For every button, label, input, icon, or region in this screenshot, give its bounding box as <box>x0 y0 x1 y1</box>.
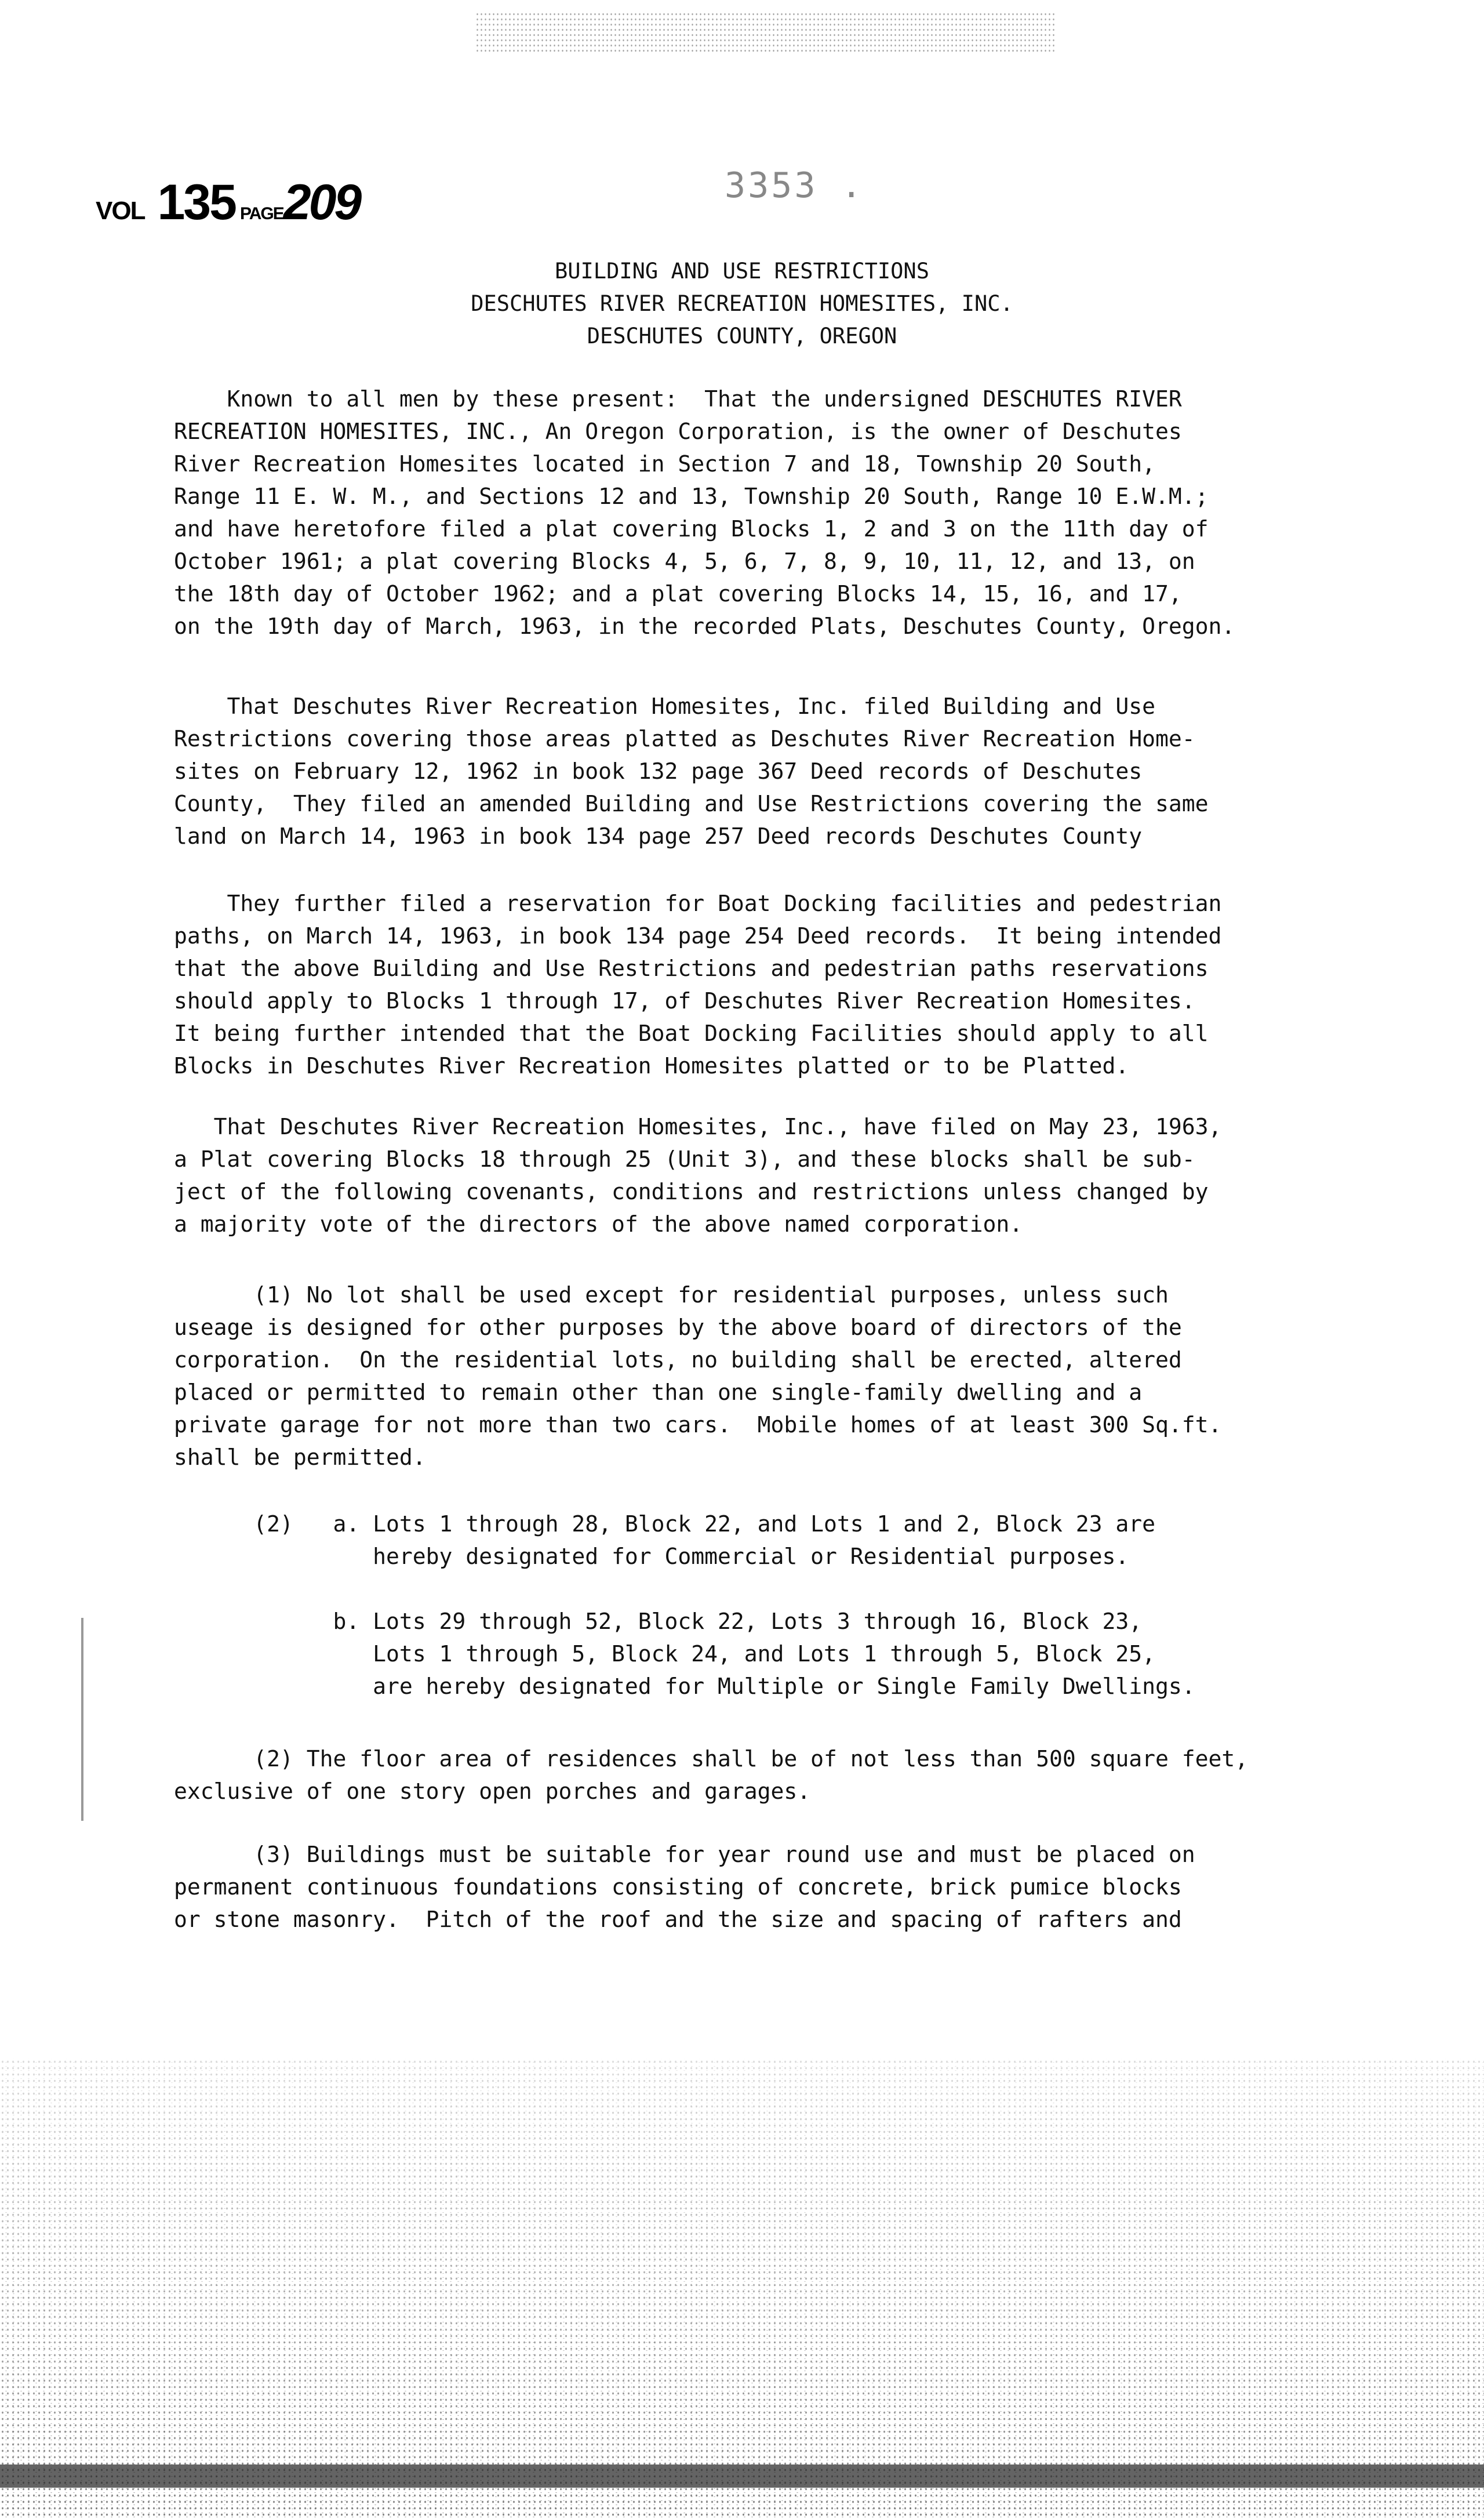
clause-3-foundations: (3) Buildings must be suitable for year round use and must be placed on permanent continuous foundations consisting of concrete, brick pumice blocks or stone masonry. Pitch of the roof and the size and spacing of rafters and <box>174 1842 1195 1932</box>
document-title-block <box>0 255 1484 353</box>
paragraph-known-to-all-men: Known to all men by these present: That the undersigned DESCHUTES RIVER RECREATION HOMESITES, INC., An Oregon Corporation, is the owner of Deschutes River Recreation Homesites located in Section 7 and 18, Township 20 South, Range 11 E. W. M., and Sections 12 and 13, Township 20 South, Range 10 E.W.M.; and have heretofore filed a plat covering Blocks 1, 2 and 3 on the 11th day of October 1961; a plat covering Blocks 4, 5, 6, 7, 8, 9, 10, 11, 12, and 13, on the 18th day of October 1962; and a plat covering Blocks 14, 15, 16, and 17, on the 19th day of March, 1963, in the recorded Plats, Deschutes County, Oregon. <box>174 386 1235 639</box>
scan-noise-top <box>475 12 1055 52</box>
paragraph-prior-restrictions: That Deschutes River Recreation Homesites, Inc. filed Building and Use Restrictions covering those areas platted as Deschutes River Recreation Home- sites on February 12, 1962 in book 132 page 367 Deed records of Deschutes County, They filed an amended Building and Use Restrictions covering the same land on March 14, 1963 in book 134 page 257 Deed records Deschutes County <box>174 694 1209 849</box>
vol-label: VOL <box>96 197 145 225</box>
clause-2-lot-designations: (2) a. Lots 1 through 28, Block 22, and Lots 1 and 2, Block 23 are hereby designated for Commercial or Residential purposes. b. Lots 29 through 52, Block 22, Lots 3 through 16, Block 23, Lots 1 through 5, Block 24, and Lots 1 through 5, Block 25, are hereby designated for Multiple or Single Family Dwellings. <box>253 1511 1195 1699</box>
page-number: 209 <box>283 175 360 230</box>
margin-mark <box>81 1618 83 1821</box>
scan-edge-band <box>0 2464 1484 2488</box>
scan-noise-bottom <box>0 2059 1484 2519</box>
volume-page-stamp <box>96 174 359 231</box>
title-line-1: BUILDING AND USE RESTRICTIONS <box>554 259 929 284</box>
clause-2-floor-area: (2) The floor area of residences shall be of not less than 500 square feet, exclusive of one story open porches and garages. <box>174 1746 1249 1804</box>
page-label: PAGE <box>239 204 283 223</box>
paragraph-boat-docking: They further filed a reservation for Boat Docking facilities and pedestrian paths, on March 14, 1963, in book 134 page 254 Deed records. It being intended that the above Building and Use Restrictions and pedestrian paths reservations should apply to Blocks 1 through 17, of Deschutes River Recreation Homesites. It being further intended that the Boat Docking Facilities should apply to all Blocks in Deschutes River Recreation Homesites platted or to be Platted. <box>174 891 1222 1079</box>
title-line-2: DESCHUTES RIVER RECREATION HOMESITES, INC. <box>471 291 1013 316</box>
paragraph-unit-3-plat: That Deschutes River Recreation Homesites, Inc., have filed on May 23, 1963, a Plat covering Blocks 18 through 25 (Unit 3), and these blocks shall be sub- ject of the following covenants, conditions and restrictions unless changed by a majority vote of the directors of the above named corporation. <box>174 1114 1222 1237</box>
clause-1-residential-use: (1) No lot shall be used except for residential purposes, unless such useage is designed for other purposes by the above board of directors of the corporation. On the residential lots, no building shall be erected, altered placed or permitted to remain other than one single-family dwelling and a private garage for not more than two cars. Mobile homes of at least 300 Sq.ft. shall be permitted. <box>174 1282 1222 1470</box>
title-line-3: DESCHUTES COUNTY, OREGON <box>587 324 897 349</box>
vol-number: 135 <box>157 175 235 230</box>
document-number: 3353 . <box>725 165 864 206</box>
